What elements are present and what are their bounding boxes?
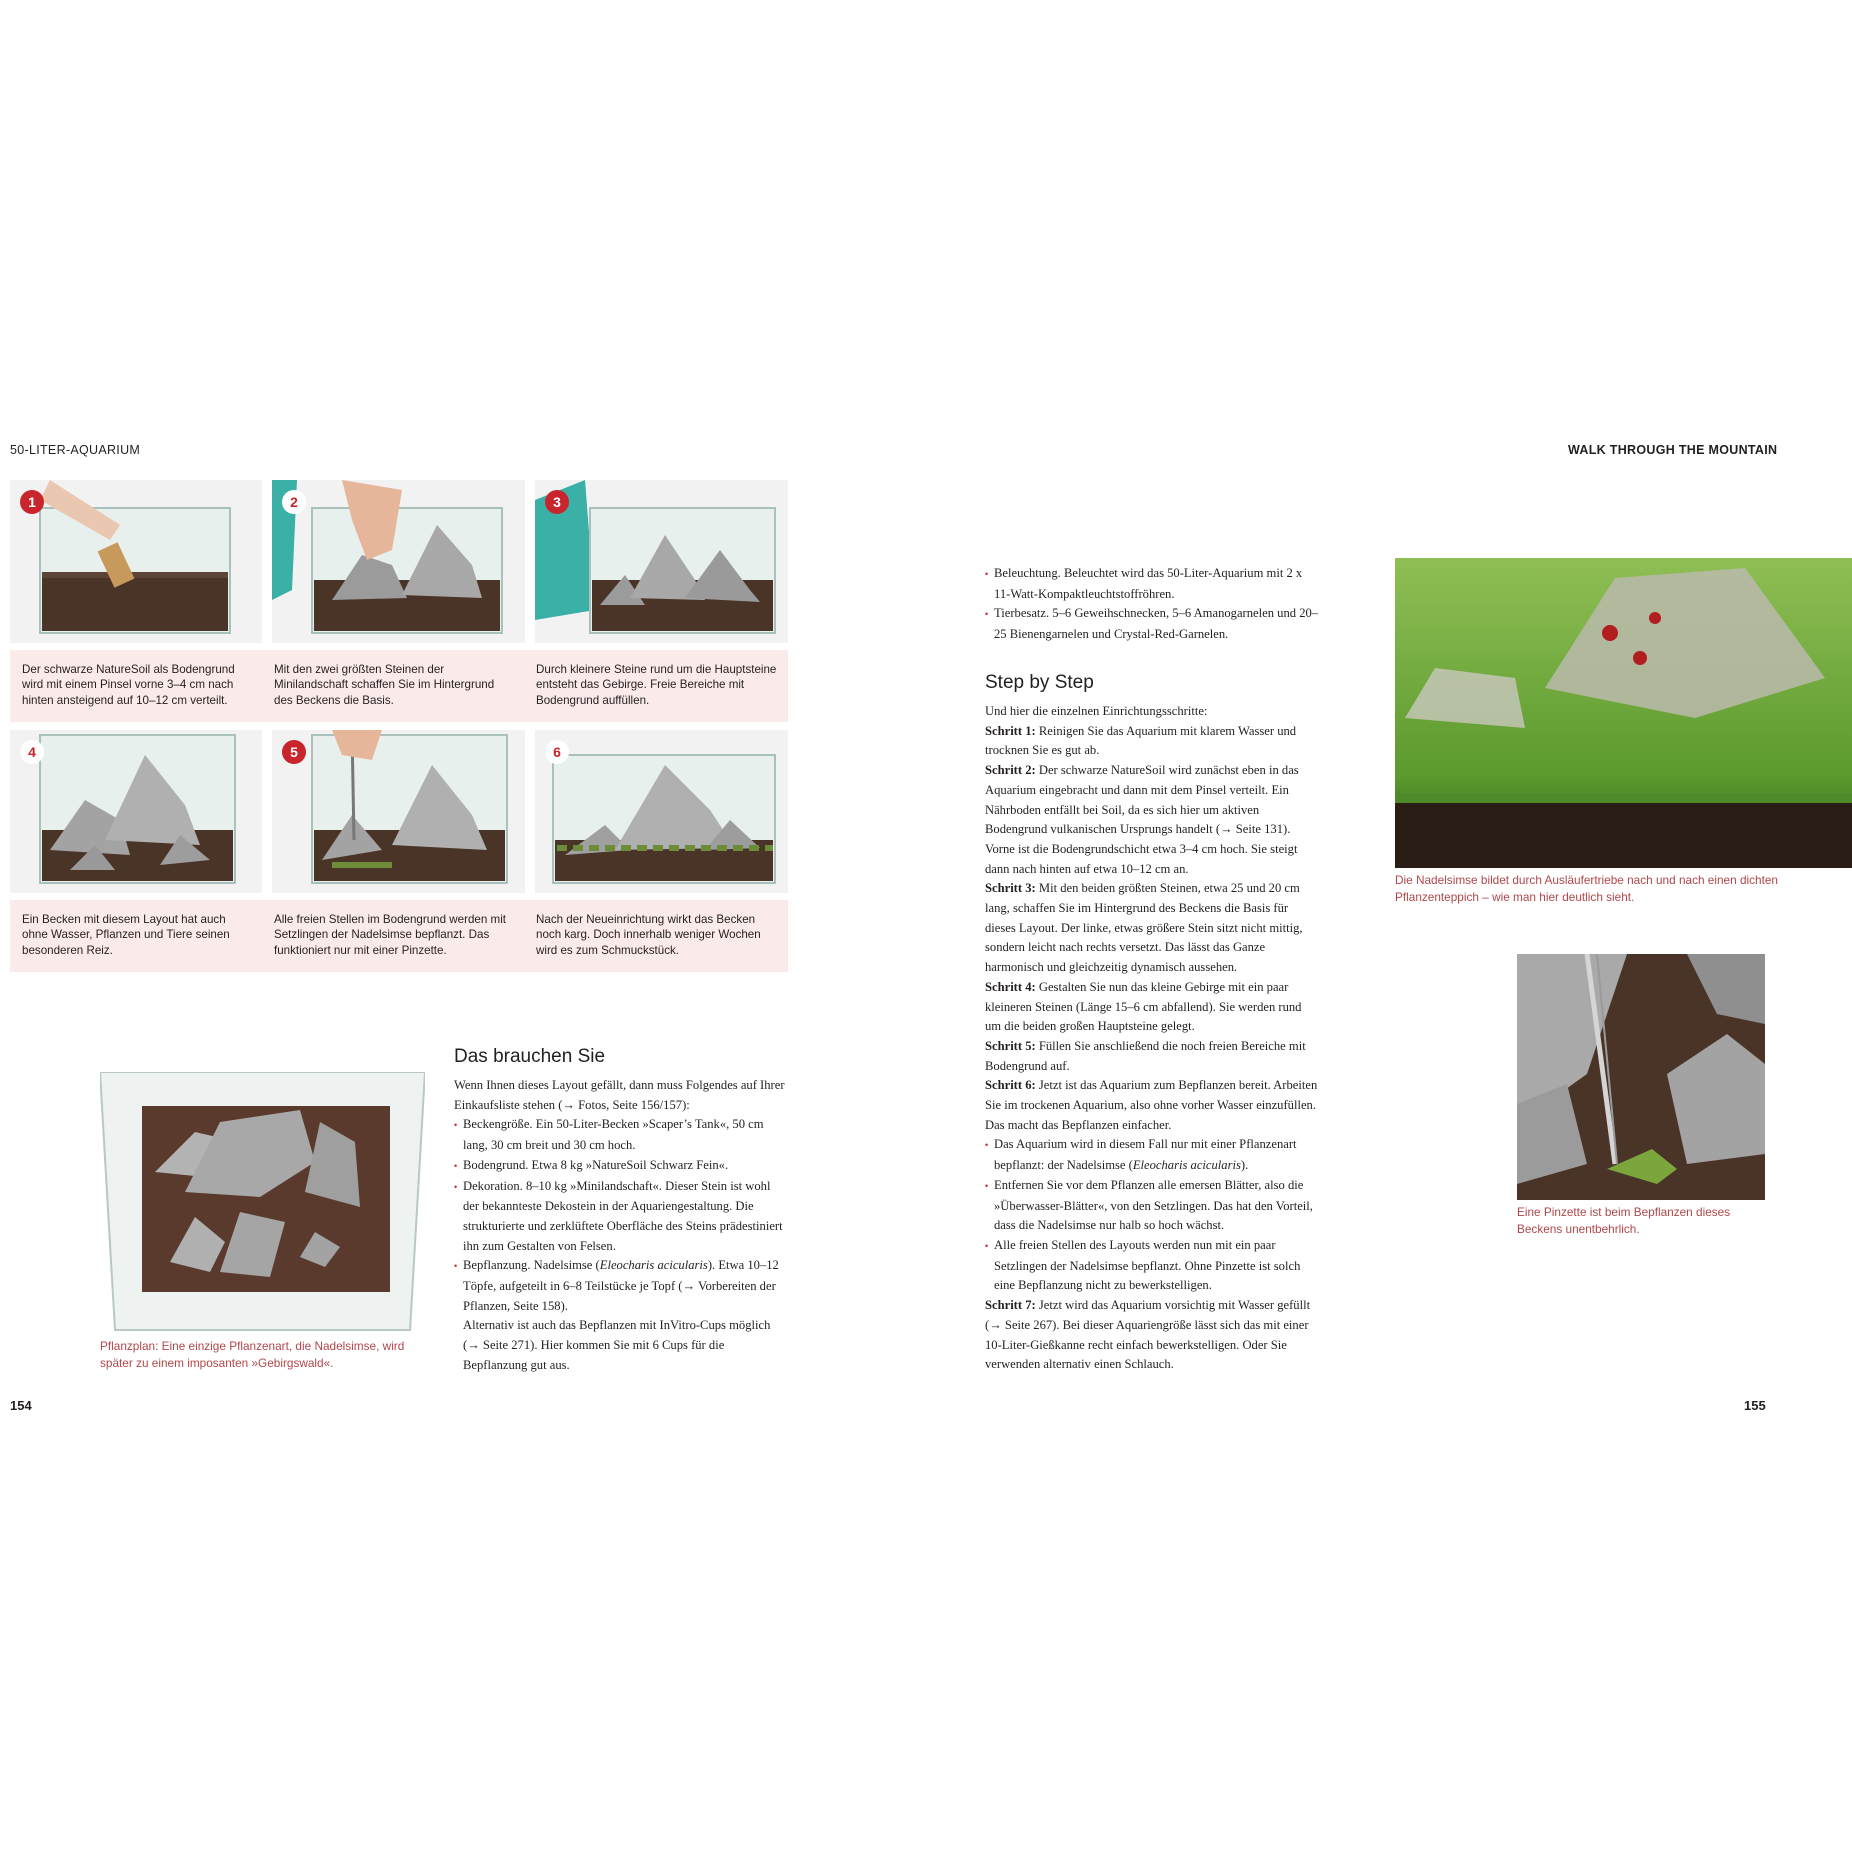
steps-intro: Und hier die einzelnen Einrichtungsschritte: (985, 704, 1208, 718)
list-item: • Bepflanzung. Nadelsimse (Eleocharis acicularis). Etwa 10–12 Töpfe, aufgeteilt in 6–8 Teilstücke je Topf (→ Vorbereiten der Pflanzen, Seite 158). (454, 1258, 779, 1313)
step-4-caption: Ein Becken mit diesem Layout hat auch ohne Wasser, Pflanzen und Tiere seinen besonderen Reiz. (22, 913, 230, 957)
step-1-caption: Der schwarze NatureSoil als Bodengrund wird mit einem Pinsel vorne 3–4 cm nach hinten ansteigend auf 10–12 cm verteilt. (22, 663, 235, 707)
step-by-step-title: Step by Step (985, 672, 1094, 693)
list-item: • Das Aquarium wird in diesem Fall nur mit einer Pflanzenart bepflanzt: der Nadelsimse (Eleocharis acicularis). (985, 1137, 1297, 1173)
list-item: • Entfernen Sie vor dem Pflanzen alle emersen Blätter, also die »Überwasser-Blätter«, von den Setzlingen. Das hat den Vorteil, dass die Nadelsimse nur halb so hoch wächst. (985, 1177, 1313, 1233)
running-head-left: 50-LITER-AQUARIUM (10, 443, 141, 457)
brauchen-title: Das brauchen Sie (454, 1046, 606, 1067)
step-2-photo (272, 480, 525, 643)
step-paragraph: Schritt 5: Füllen Sie anschließend die noch freien Bereiche mit Bodengrund auf. (985, 1038, 1306, 1073)
step-paragraph: Schritt 1: Reinigen Sie das Aquarium mit klarem Wasser und trocknen Sie es gut ab. (985, 723, 1297, 758)
brauchen-intro: Wenn Ihnen dieses Layout gefällt, dann muss Folgendes auf Ihrer Einkaufsliste stehen (→ Fotos, Seite 156/157): (454, 1078, 785, 1112)
grass-carpet-photo (1395, 558, 1852, 868)
step-paragraph: Schritt 3: Mit den beiden größten Steinen, etwa 25 und 20 cm lang, schaffen Sie im Hintergrund des Beckens die Basis für dieses Layout. Der linke, etwas größere Stein sitzt nicht mittig, sondern leicht nach rechts versetzt. Das lässt das Ganze harmonisch und gleichzeitig dynamisch aussehen. (985, 881, 1303, 975)
step-6-photo (535, 730, 788, 893)
step-badge: 5 (282, 740, 306, 764)
page-number-right: 155 (1744, 1398, 1766, 1413)
list-item: • Dekoration. 8–10 kg »Minilandschaft«. Dieser Stein ist wohl der bekannteste Dekostein in der Aquariengestaltung. Die strukturierte und zerklüftete Oberfläche des Steins prädestiniert ihn zum Gestalten von Felsen. (454, 1178, 783, 1253)
brauchen-body (454, 1076, 788, 1376)
step-1-caption-box (10, 650, 262, 722)
tweezers-photo (1517, 954, 1765, 1200)
step-6-caption: Nach der Neueinrichtung wirkt das Becken noch karg. Doch innerhalb weniger Wochen wird es zum Schmuckstück. (536, 913, 761, 957)
list-item: • Tierbesatz. 5–6 Geweihschnecken, 5–6 Amanogarnelen und 20–25 Bienengarnelen und Crystal-Red-Garnelen. (985, 606, 1319, 642)
step-badge: 4 (20, 740, 44, 764)
plant-plan-photo (100, 1072, 425, 1332)
list-item: • Beleuchtung. Beleuchtet wird das 50-Liter-Aquarium mit 2 x 11-Watt-Kompaktleuchtstoffröhren. (985, 566, 1303, 601)
step-3-photo (535, 480, 788, 643)
tweezers-photo-caption: Eine Pinzette ist beim Bepflanzen dieses Beckens unentbehrlich. (1517, 1205, 1731, 1236)
step-4-caption-box (10, 900, 262, 972)
plant-plan-caption: Pflanzplan: Eine einzige Pflanzenart, die Nadelsimse, wird später zu einem imposanten »Gebirgswald«. (100, 1339, 405, 1370)
step-badge: 1 (20, 490, 44, 514)
step-paragraph: Schritt 7: Jetzt wird das Aquarium vorsichtig mit Wasser gefüllt (→ Seite 267). Bei dieser Aquariengröße lässt sich das mit einer 10-Liter-Gießkanne recht einfach bewerkstelligen. Oder Sie verwenden alternativ einen Schlauch. (985, 1298, 1311, 1372)
step-paragraph: Schritt 4: Gestalten Sie nun das kleine Gebirge mit ein paar kleineren Steinen (Länge 15–6 cm abfallend). Sie werden rund um die beiden großen Hauptsteine gelegt. (985, 979, 1302, 1034)
step-paragraph: Schritt 2: Der schwarze NatureSoil wird zunächst eben in das Aquarium eingebracht und dann mit dem Pinsel verteilt. Ein Nährboden entfällt bei Soil, da es sich hier um aktiven Bodengrund vulkanischen Ursprungs handelt (→ Seite 131). Vorne ist die Bodengrundschicht etwa 3–4 cm hoch. Sie steigt dann nach hinten auf etwa 10–12 cm an. (985, 763, 1299, 876)
step-1-photo (10, 480, 262, 643)
step-5-photo (272, 730, 525, 893)
page-number-left: 154 (10, 1398, 32, 1413)
step-6-caption-box (525, 900, 788, 972)
brauchen-alternative: Alternativ ist auch das Bepflanzen mit InVitro-Cups möglich (→ Seite 271). Hier kommen Sie mit 6 Cups für die Bepflanzung gut aus. (463, 1318, 771, 1372)
list-item: • Alle freien Stellen des Layouts werden nun mit ein paar Setzlingen der Nadelsimse bepflanzt. Ohne Pinzette ist solch eine Bepflanzung nicht zu bewerkstelligen. (985, 1237, 1301, 1293)
list-item: • Bodengrund. Etwa 8 kg »NatureSoil Schwarz Fein«. (454, 1157, 729, 1172)
equipment-list (985, 564, 1320, 645)
step-5-caption: Alle freien Stellen im Bodengrund werden mit Setzlingen der Nadelsimse bepflanzt. Das funktioniert nur mit einer Pinzette. (274, 913, 506, 957)
step-2-caption-box (262, 650, 525, 722)
step-2-caption: Mit den zwei größten Steinen der Minilandschaft schaffen Sie im Hintergrund des Beckens die Basis. (274, 663, 495, 707)
step-badge: 2 (282, 490, 306, 514)
step-5-caption-box (262, 900, 525, 972)
step-paragraph: Schritt 6: Jetzt ist das Aquarium zum Bepflanzen bereit. Arbeiten Sie im trockenen Aquarium, also ohne vorher Wasser einzufüllen. Das macht das Bepflanzen einfacher. (985, 1078, 1318, 1132)
grass-photo-caption: Die Nadelsimse bildet durch Ausläufertriebe nach und nach einen dichten Pflanzenteppich – wie man hier deutlich sieht. (1395, 873, 1778, 904)
step-badge: 3 (545, 490, 569, 514)
running-head-right: WALK THROUGH THE MOUNTAIN (1568, 443, 1778, 457)
step-3-caption-box (525, 650, 788, 722)
step-badge: 6 (545, 740, 569, 764)
step-by-step-body (985, 702, 1320, 1375)
step-4-photo (10, 730, 262, 893)
list-item: • Beckengröße. Ein 50-Liter-Becken »Scaper’s Tank«, 50 cm lang, 30 cm breit und 30 cm hoch. (454, 1117, 764, 1153)
step-3-caption: Durch kleinere Steine rund um die Hauptsteine entsteht das Gebirge. Freie Bereiche mit Bodengrund auffüllen. (536, 663, 777, 707)
